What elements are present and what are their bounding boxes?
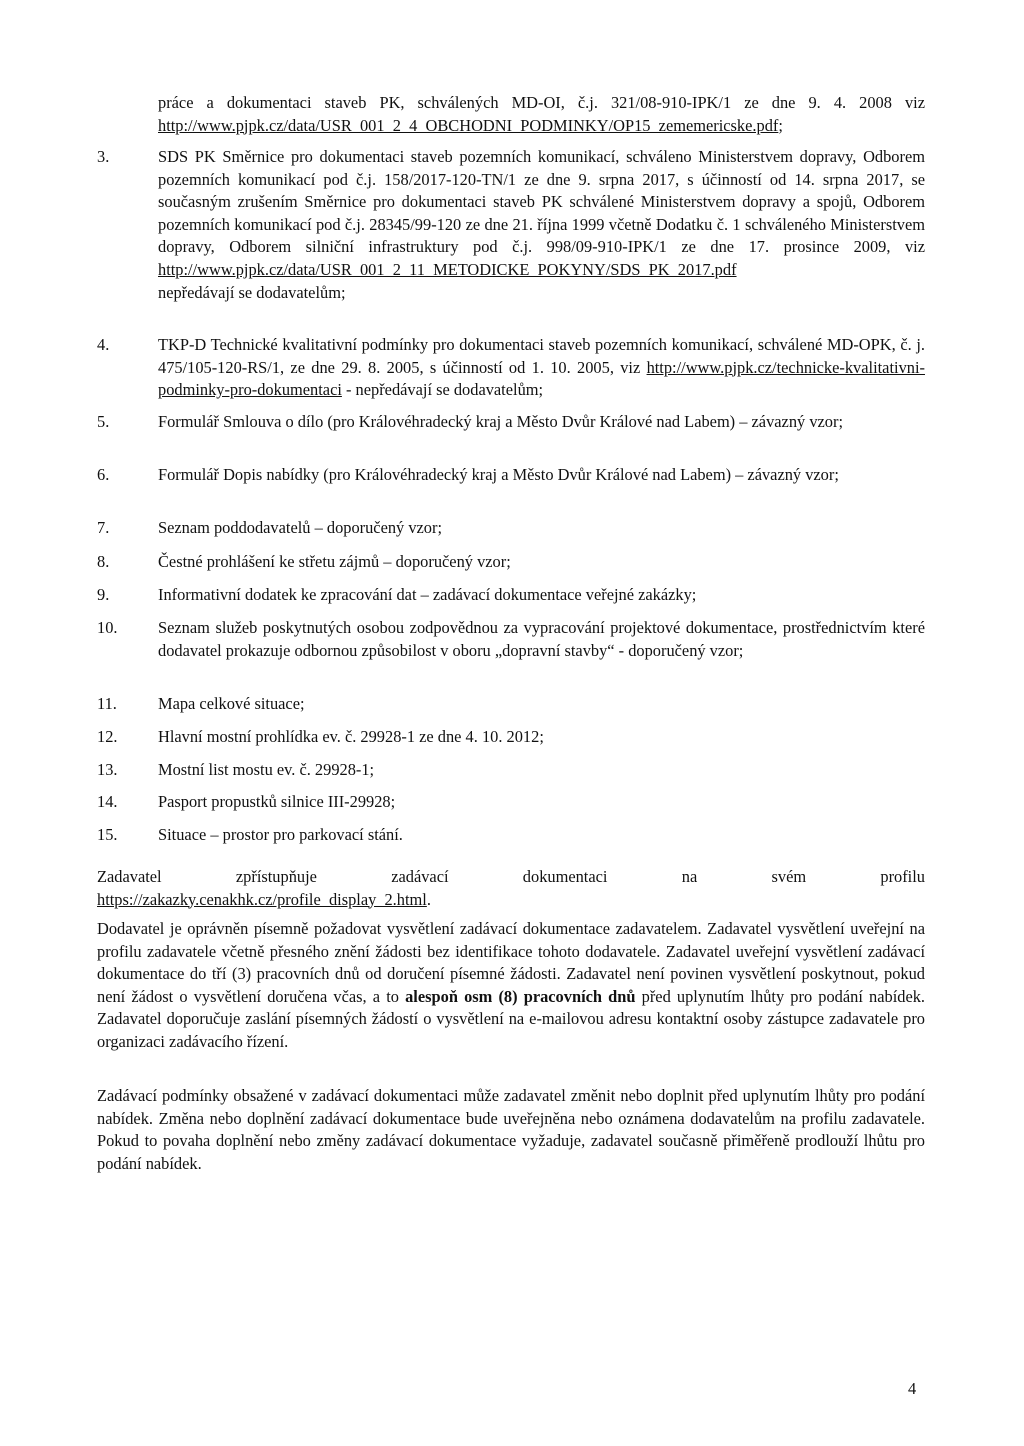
item-link[interactable]: http://www.pjpk.cz/data/USR_001_2_11_METODICKE_POKYNY/SDS_PK_2017.pdf — [158, 259, 737, 279]
profile-paragraph — [97, 866, 925, 911]
item-number: 3. — [97, 147, 110, 166]
item-link[interactable]: http://www.pjpk.cz/technicke-kvalitativni-podminky-pro-dokumentaci — [158, 357, 925, 400]
intro-tail: ; — [778, 115, 783, 135]
clarification-emphasis: alespoň osm (8) pracovních dnů — [405, 986, 636, 1006]
item-number: 11. — [97, 694, 117, 713]
list-item — [97, 464, 925, 487]
item-text: Mostní list mostu ev. č. 29928-1; — [158, 760, 375, 779]
list-item — [97, 517, 925, 540]
list-item — [97, 693, 925, 716]
list-item — [97, 726, 925, 749]
intro-sentence: práce a dokumentaci staveb PK, schválených MD-OI, č.j. 321/08-910-IPK/1 ze dne 9. 4. 2008 viz — [158, 93, 925, 112]
intro-text — [158, 92, 925, 137]
list-item — [97, 334, 925, 402]
changes-paragraph — [97, 1085, 925, 1175]
item-body-tail: nepředávají se dodavatelům; — [158, 282, 346, 302]
item-text: Formulář Dopis nabídky (pro Královéhradecký kraj a Město Dvůr Králové nad Labem) – závazný vzor; — [158, 465, 839, 484]
item-body: TKP-D Technické kvalitativní podmínky pro dokumentaci staveb pozemních komunikací, schválené MD-OPK, č. j. 475/105-120-RS/1, ze dne 29. 8. 2005, s účinností od 1. 10. 2005, viz — [158, 335, 925, 377]
item-text: Situace – prostor pro parkovací stání. — [158, 825, 403, 844]
profile-text: Zadavatel zpřístupňuje zadávací dokumentaci na svém profilu — [97, 867, 925, 886]
item-text: Formulář Smlouva o dílo (pro Královéhradecký kraj a Město Dvůr Králové nad Labem) – závazný vzor; — [158, 412, 843, 431]
item-number: 15. — [97, 825, 118, 844]
item-number: 6. — [97, 465, 110, 484]
list-item — [97, 584, 925, 607]
item-text: Hlavní mostní prohlídka ev. č. 29928-1 ze dne 4. 10. 2012; — [158, 727, 544, 746]
list-item — [97, 411, 925, 434]
item-body-tail: - nepředávají se dodavatelům; — [341, 380, 544, 400]
item-number: 12. — [97, 727, 118, 746]
item-text: Čestné prohlášení ke střetu zájmů – doporučený vzor; — [158, 552, 511, 571]
profile-link[interactable]: https://zakazky.cenakhk.cz/profile_display_2.html — [97, 889, 427, 909]
changes-text: Zadávací podmínky obsažené v zadávací dokumentaci může zadavatel změnit nebo doplnit před uplynutím lhůty pro podání nabídek. Změna nebo doplnění zadávací dokumentace bude uveřejněna nebo oznámena dodavatelům na profilu zadavatele. Pokud to povaha doplnění nebo změny zadávací dokumentace vyžaduje, zadavatel současně přiměřeně prodlouží lhůtu pro podání nabídek. — [97, 1086, 925, 1173]
item-text: Seznam služeb poskytnutých osobou zodpovědnou za vypracování projektové dokumentace, prostřednictvím které dodavatel prokazuje odbornou způsobilost v oboru „dopravní stavby“ - doporučený vzor; — [158, 618, 925, 660]
clarification-text-tail: před uplynutím lhůty pro podání nabídek. Zadavatel doporučuje zaslání písemných žádostí o vysvětlení na e-mailovou adresu kontaktní osoby zástupce zadavatele pro organizaci zadávacího řízení. — [97, 986, 926, 1051]
item-text: Seznam poddodavatelů – doporučený vzor; — [158, 518, 443, 537]
item-text: Informativní dodatek ke zpracování dat – zadávací dokumentace veřejné zakázky; — [158, 585, 697, 604]
list-item — [97, 759, 925, 782]
item-text — [158, 334, 925, 402]
clarification-text: Dodavatel je oprávněn písemně požadovat vysvětlení zadávací dokumentace zadavatelem. Zadavatel vysvětlení uveřejní na profilu zadavatele včetně přesného znění žádosti bez identifikace tohoto dodavatele. Zadavatel uveřejní vysvětlení zadávací dokumentace do tří (3) pracovních dnů od doručení písemné žádosti. Zadavatel není povinen vysvětlení poskytnout, pokud není žádost o vysvětlení doručena včas, a to — [97, 919, 925, 1006]
item-number: 8. — [97, 552, 110, 571]
list-item — [97, 146, 925, 304]
item-number: 7. — [97, 518, 110, 537]
item-number: 4. — [97, 335, 110, 354]
list-item — [97, 824, 925, 847]
item-text: Mapa celkové situace; — [158, 694, 305, 713]
clarification-paragraph — [97, 918, 925, 1054]
item-number: 14. — [97, 792, 118, 811]
list-item — [97, 551, 925, 574]
item-number: 13. — [97, 760, 118, 779]
profile-tail: . — [426, 889, 431, 909]
list-item — [97, 617, 925, 662]
intro-link[interactable]: http://www.pjpk.cz/data/USR_001_2_4_OBCHODNI_PODMINKY/OP15_zememericske.pdf — [158, 115, 779, 135]
item-body: SDS PK Směrnice pro dokumentaci staveb pozemních komunikací, schváleno Ministerstvem dopravy, Odborem pozemních komunikací pod č.j. 158/2017-120-TN/1 ze dne 9. srpna 2017, s účinností od 14. srpna 2017, se současným zrušením Směrnice pro dokumentaci staveb PK schválené Ministerstvem dopravy a spojů, Odborem pozemních komunikací pod č.j. 28345/99-120 ze dne 21. října 1999 včetně Dodatku č. 1 schváleného Ministerstvem dopravy, Odborem silniční infrastruktury pod č.j. 998/09-910-IPK/1 ze dne 17. prosince 2009, viz — [158, 147, 925, 257]
item-number: 5. — [97, 412, 110, 431]
list-item — [97, 791, 925, 814]
page-number: 4 — [908, 1379, 917, 1398]
item-text — [158, 146, 925, 304]
item-number: 10. — [97, 618, 118, 637]
item-number: 9. — [97, 585, 110, 604]
item-text: Pasport propustků silnice III-29928; — [158, 792, 396, 811]
